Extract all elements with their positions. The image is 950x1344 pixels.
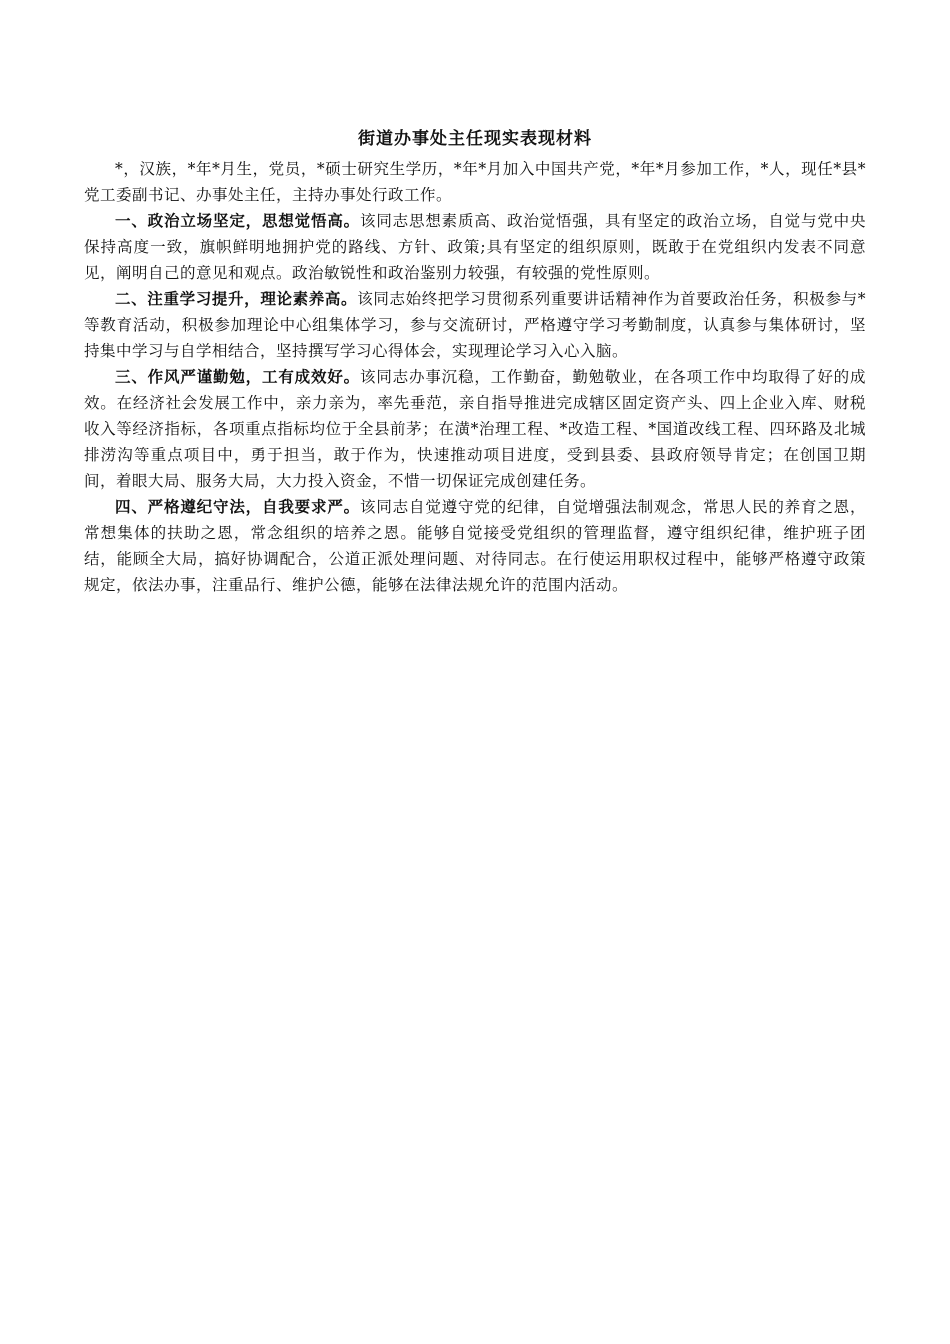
section-paragraph-2 xyxy=(84,286,866,364)
section-body-1: 该同志思想素质高、政治觉悟强，具有坚定的政治立场，自觉与党中央保持高度一致，旗帜鲜明地拥护党的路线、方针、政策;具有坚定的组织原则，既敢于在党组织内发表不同意见，阐明自己的意见和观点。政治敏锐性和政治鉴别力较强，有较强的党性原则。 xyxy=(84,212,866,282)
intro-paragraph: *，汉族，*年*月生，党员，*硕士研究生学历，*年*月加入中国共产党，*年*月参加工作，*人，现任*县*党工委副书记、办事处主任，主持办事处行政工作。 xyxy=(84,160,866,204)
section-body-4: 该同志自觉遵守党的纪律，自觉增强法制观念，常思人民的养育之恩，常想集体的扶助之恩，常念组织的培养之恩。能够自觉接受党组织的管理监督，遵守组织纪律，维护班子团结，能顾全大局，搞好协调配合，公道正派处理问题、对待同志。在行使运用职权过程中，能够严格遵守政策规定，依法办事，注重品行、维护公德，能够在法律法规允许的范围内活动。 xyxy=(84,498,866,594)
section-paragraph-4 xyxy=(84,494,866,598)
section-heading-3: 三、作风严谨勤勉，工有成效好。 xyxy=(115,367,360,386)
section-paragraph-1 xyxy=(84,208,866,286)
section-heading-4: 四、严格遵纪守法，自我要求严。 xyxy=(115,497,360,516)
document-title: 街道办事处主任现实表现材料 xyxy=(358,129,592,149)
section-heading-2: 二、注重学习提升，理论素养高。 xyxy=(115,289,358,308)
section-heading-1: 一、政治立场坚定，思想觉悟高。 xyxy=(115,211,360,230)
document-page xyxy=(84,126,866,598)
section-body-2: 该同志始终把学习贯彻系列重要讲话精神作为首要政治任务，积极参与*等教育活动，积极参加理论中心组集体学习，参与交流研讨，严格遵守学习考勤制度，认真参与集体研讨，坚持集中学习与自学相结合，坚持撰写学习心得体会，实现理论学习入心入脑。 xyxy=(84,290,866,360)
section-paragraph-3 xyxy=(84,364,866,494)
section-body-3: 该同志办事沉稳，工作勤奋，勤勉敬业，在各项工作中均取得了好的成效。在经济社会发展工作中，亲力亲为，率先垂范，亲自指导推进完成辖区固定资产头、四上企业入库、财税收入等经济指标，各项重点指标均位于全县前茅；在潢*治理工程、*改造工程、*国道改线工程、四环路及北城排涝沟等重点项目中，勇于担当，敢于作为，快速推动项目进度，受到县委、县政府领导肯定；在创国卫期间，着眼大局、服务大局，大力投入资金，不惜一切保证完成创建任务。 xyxy=(84,368,866,490)
